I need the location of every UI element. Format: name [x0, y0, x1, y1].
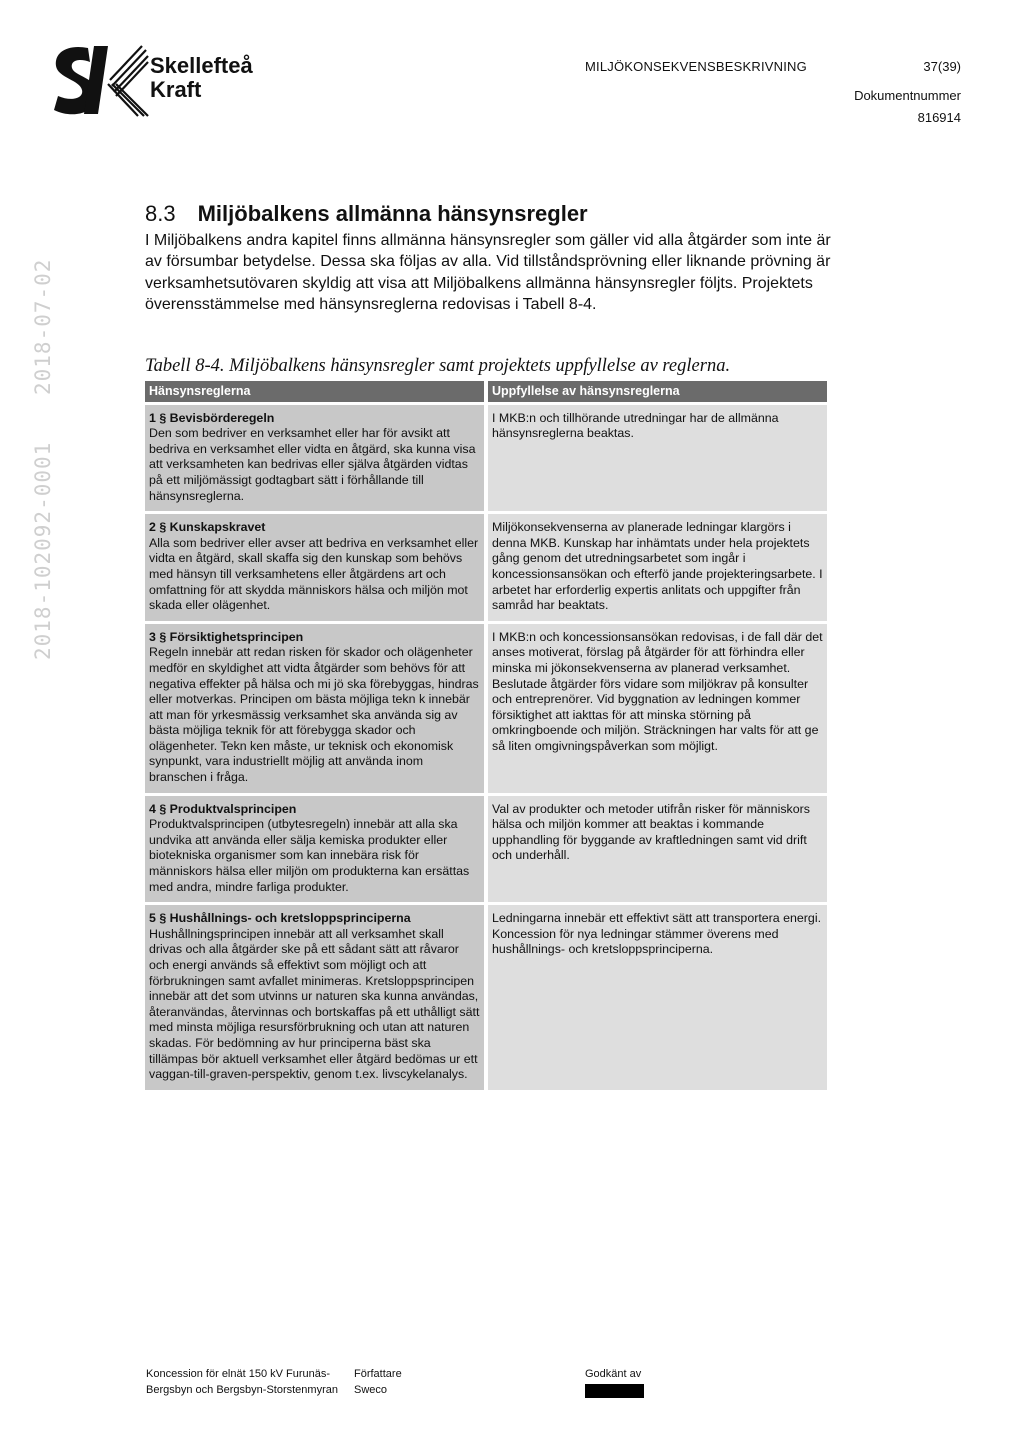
document-number: 816914: [917, 110, 961, 125]
rule-cell: [145, 624, 484, 793]
page-number: 37(39): [923, 59, 961, 74]
section-title: Miljöbalkens allmänna hänsynsregler: [197, 201, 588, 226]
footer-approved-label: Godkänt av: [585, 1368, 642, 1380]
rule-title: 1 § Bevisbörderegeln: [149, 410, 275, 425]
rule-cell: [145, 905, 484, 1090]
skelleftea-kraft-logo-icon: [50, 40, 150, 120]
table-row: [145, 796, 827, 903]
table-caption: Tabell 8-4. Miljöbalkens hänsynsregler samt projektets uppfyllelse av reglerna.: [145, 356, 731, 376]
fulfillment-cell: I MKB:n och tillhörande utredningar har de allmänna hänsynsreglerna beaktas.: [488, 405, 827, 512]
table-row: [145, 905, 827, 1090]
rule-text: Den som bedriver en verksamhet eller har för avsikt att bedriva en verksamhet eller vidta en åtgärd, ska kunna visa att verksamheten kan bedrivas eller själva åtgärden vidtas på ett miljömässigt godtagbart sätt i förhållande till hänsynsreglerna.: [149, 426, 476, 503]
rule-text: Produktvalsprincipen (utbytesregeln) innebär att alla ska undvika att använda eller sälja kemiska produkter eller biotekniska organismer som kan innebära risk för människors hälsa eller miljön om produkterna kan ersättas med andra, mindre farliga produkter.: [149, 817, 470, 894]
rule-cell: [145, 405, 484, 512]
table-row: [145, 405, 827, 512]
rule-text: Hushållningsprincipen innebär att all verksamhet skall drivas och alla åtgärder ske på ett sådant sätt att råvaror och energi används så effektivt som möjligt och att förbrukningen samt avfallet minimeras. Kretsloppsprincipen innebär att det som utvinns ur naturen ska kunna användas, återanvändas, återvinnas och bortskaffas på ett uthålligt sätt med minsta möjliga resursförbrukning och utan att naturen skadas. För bedömning av hur principerna bäst ska tillämpas bör aktuell verksamhet eller åtgärd bedömas ur ett vaggan-till-graven-perspektiv, genom t.ex. livscykelanalys.: [149, 926, 480, 1082]
rule-title: 2 § Kunskapskravet: [149, 520, 266, 535]
fulfillment-cell: Val av produkter och metoder utifrån risker för människors hälsa och miljön kommer att beaktas i kommande upphandling för byggande av kraftledningen samt vid drift och underhåll.: [488, 796, 827, 903]
footer-approval: [585, 1366, 644, 1398]
rule-text: Alla som bedriver eller avser att bedriva en verksamhet eller vidta en åtgärd, skall skaffa sig den kunskap som behövs med hänsyn till verksamhetens eller åtgärdens art och omfattning för att skydda människors hälsa och miljön mot skada eller olägenhet.: [149, 535, 479, 613]
stamp-date: 2018-07-02: [31, 258, 55, 395]
fulfillment-cell: Ledningarna innebär ett effektivt sätt att transportera energi. Koncession för nya ledningar stämmer överens med hushållnings- och kretsloppsprinciperna.: [488, 905, 827, 1090]
section-body: I Miljöbalkens andra kapitel finns allmänna hänsynsregler som gäller vid alla åtgärder som inte är av försumbar betydelse. Dessa ska följas av alla. Vid tillståndsprövning eller liknande prövning är verksamhetsutövaren skyldig att visa att Miljöbalkens allmänna hänsynsregler följts. Projektets överensstämmelse med hänsynsreglerna redovisas i Tabell 8-4.: [145, 232, 831, 314]
footer-author-label: Författare: [354, 1368, 402, 1380]
footer-project-line-2: Bergsbyn och Bergsbyn-Storstenmyran: [146, 1384, 338, 1396]
logo-line-1: Skellefteå: [150, 53, 253, 78]
column-header-rules: Hänsynsreglerna: [145, 381, 484, 402]
rule-cell: [145, 796, 484, 903]
footer-project-line-1: Koncession för elnät 150 kV Furunäs-: [146, 1368, 331, 1380]
redacted-name: [585, 1384, 644, 1398]
logo-line-2: Kraft: [150, 77, 202, 102]
logo-wordmark: [150, 54, 253, 102]
fulfillment-cell: Miljökonsekvenserna av planerade ledningar klargörs i denna MKB. Kunskap har inhämtats under hela projektets gång genom det utredningsarbetet som ingår i koncessionsansökan och efterfö jande projekteringsarbete. I arbetet har erforderlig expertis anlitats och uppgifter från samråd har beaktats.: [488, 514, 827, 621]
document-number-label: Dokumentnummer: [854, 88, 961, 103]
stamp-case-number: 2018-102092-0001: [31, 441, 55, 660]
section-number: 8.3: [145, 201, 176, 226]
footer-author-name: Sweco: [354, 1384, 388, 1396]
registration-stamp: [31, 259, 55, 660]
footer-project: [146, 1366, 338, 1398]
document-type: MILJÖKONSEKVENSBESKRIVNING: [585, 59, 807, 74]
table-row: [145, 514, 827, 621]
company-logo: [50, 40, 280, 120]
table-header-row: [145, 381, 827, 402]
table-row: [145, 624, 827, 793]
section-8-3: [145, 200, 845, 316]
rule-title: 4 § Produktvalsprincipen: [149, 801, 297, 816]
rule-cell: [145, 514, 484, 621]
section-heading: [145, 200, 845, 228]
regulations-table: [141, 378, 831, 1093]
rule-text: Regeln innebär att redan risken för skador och olägenheter medför en skyldighet att vidta åtgärder som behövs för att negativa effekter på hälsa och mi jö ska förebyggas, hindras eller motverkas. Principen om bästa möjliga tekn k innebär att man för yrkesmässig verksamhet ska använda sig av bästa möjliga teknik för att förebygga skador och olägenheter. Tekn ken måste, ur teknisk och ekonomisk synpunkt, vara industriellt möjlig att använda inom branschen i fråga.: [149, 645, 479, 785]
fulfillment-cell: I MKB:n och koncessionsansökan redovisas, i de fall där det anses motiverat, förslag på åtgärder för att förhindra eller minska mi jökonsekvenserna av planerad verksamhet. Beslutade åtgärder förs vidare som miljökrav på konsulter och entreprenörer. Vid byggnation av ledningen kommer försiktighet att iakttas för att minska störning på omkringboende och miljön. Sträckningen har valts för att ge så liten omgivningspåverkan som möjligt.: [488, 624, 827, 793]
rule-title: 5 § Hushållnings- och kretsloppsprinciperna: [149, 911, 411, 926]
column-header-fulfillment: Uppfyllelse av hänsynsreglerna: [488, 381, 827, 402]
footer-author: [354, 1366, 402, 1398]
rule-title: 3 § Försiktighetsprincipen: [149, 629, 304, 644]
